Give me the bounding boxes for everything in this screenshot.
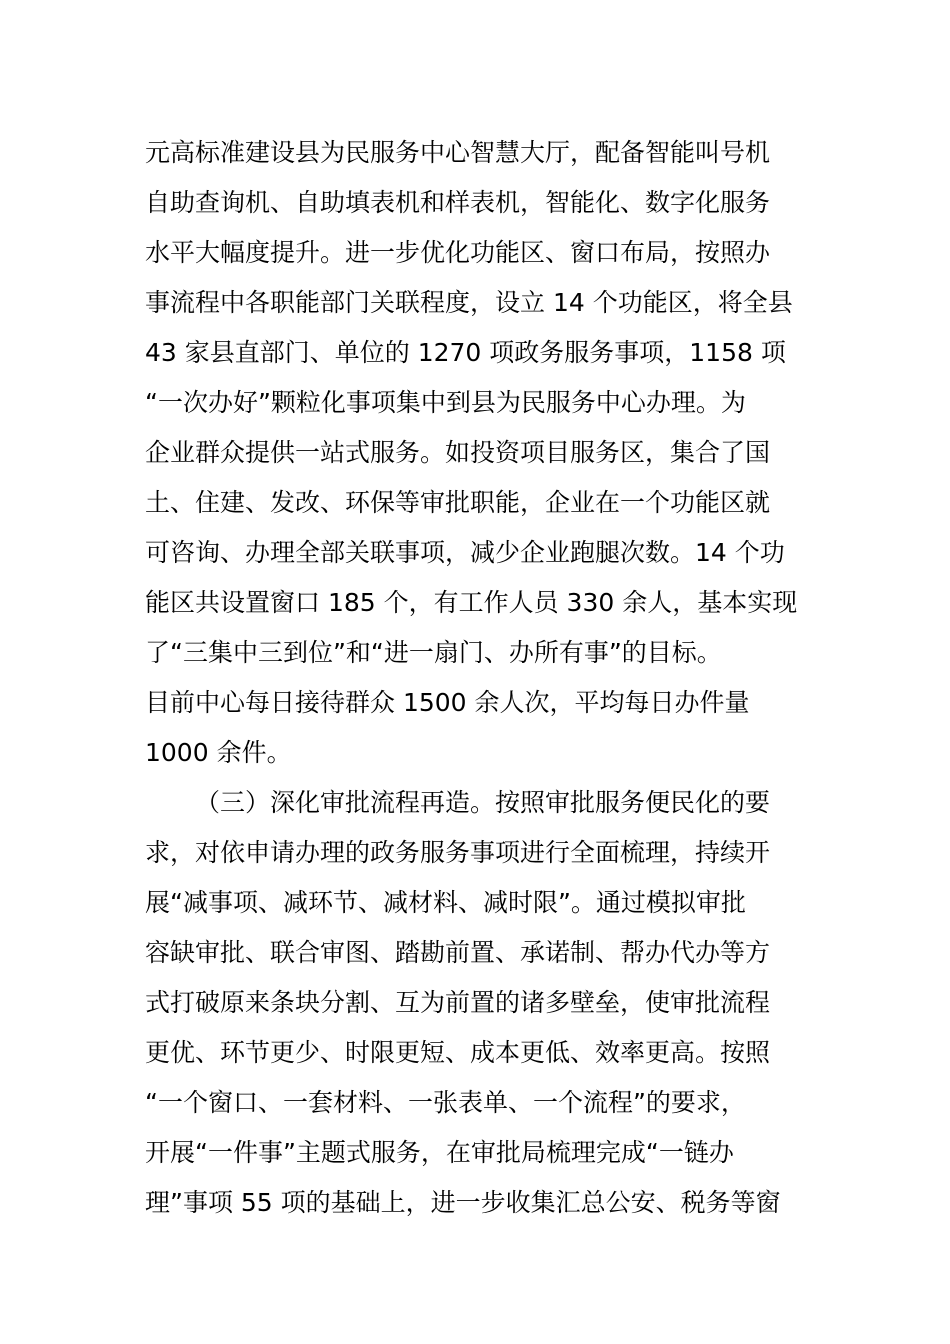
- text-line: 了“三集中三到位”和“进一扇门、办所有事”的目标。: [145, 638, 722, 667]
- text-line: 目前中心每日接待群众 1500 余人次，平均每日办件量: [145, 688, 750, 717]
- text-line: 土、住建、发改、环保等审批职能，企业在一个功能区就: [145, 488, 771, 517]
- text-line: 可咨询、办理全部关联事项，减少企业跑腿次数。14 个功: [145, 538, 785, 567]
- text-line: 元高标准建设县为民服务中心智慧大厅，配备智能叫号机: [145, 138, 771, 167]
- text-line: 企业群众提供一站式服务。如投资项目服务区，集合了国: [145, 438, 771, 467]
- text-line: 容缺审批、联合审图、踏勘前置、承诺制、帮办代办等方: [145, 938, 771, 967]
- text-line: 开展“一件事”主题式服务，在审批局梳理完成“一链办: [145, 1138, 734, 1167]
- text-line: “一个窗口、一套材料、一张表单、一个流程”的要求，: [145, 1088, 746, 1117]
- text-line: 水平大幅度提升。进一步优化功能区、窗口布局，按照办: [145, 238, 771, 267]
- section-heading-line: （三）深化审批流程再造。按照审批服务便民化的要: [195, 788, 771, 817]
- document-body: [145, 128, 810, 1228]
- text-line: 理”事项 55 项的基础上，进一步收集汇总公安、税务等窗: [145, 1188, 781, 1217]
- text-line: 求，对依申请办理的政务服务事项进行全面梳理，持续开: [145, 838, 771, 867]
- text-line: 式打破原来条块分割、互为前置的诸多壁垒，使审批流程: [145, 988, 771, 1017]
- text-line: 更优、环节更少、时限更短、成本更低、效率更高。按照: [145, 1038, 771, 1067]
- text-line: “一次办好”颗粒化事项集中到县为民服务中心办理。为: [145, 388, 746, 417]
- text-line: 自助查询机、自助填表机和样表机，智能化、数字化服务: [145, 188, 771, 217]
- text-line: 事流程中各职能部门关联程度，设立 14 个功能区，将全县: [145, 288, 793, 317]
- text-line: 展“减事项、减环节、减材料、减时限”。通过模拟审批: [145, 888, 746, 917]
- text-line: 1000 余件。: [145, 738, 292, 767]
- text-line: 能区共设置窗口 185 个，有工作人员 330 余人，基本实现: [145, 588, 798, 617]
- text-line: 43 家县直部门、单位的 1270 项政务服务事项，1158 项: [145, 338, 786, 367]
